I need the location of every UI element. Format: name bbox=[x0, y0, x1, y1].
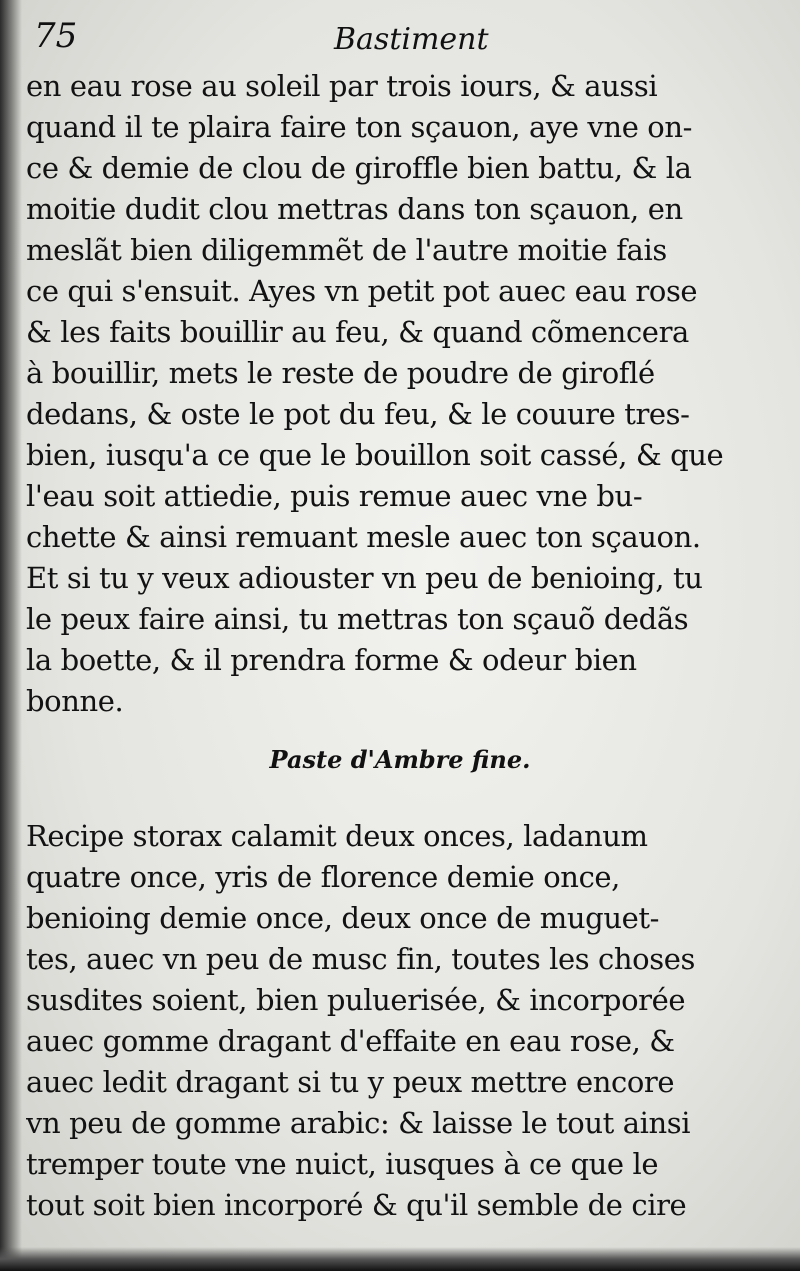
text-line: tout soit bien incorporé & qu'il semble de cire bbox=[26, 1188, 687, 1222]
text-line: quand il te plaira faire ton sçauon, aye vne on- bbox=[26, 110, 693, 144]
text-line: meslãt bien diligemmẽt de l'autre moitie fais bbox=[26, 233, 667, 267]
text-line: la boette, & il prendra forme & odeur bien bbox=[26, 643, 637, 677]
running-head: Bastiment bbox=[334, 22, 489, 57]
text-line: moitie dudit clou mettras dans ton sçauon, en bbox=[26, 192, 683, 226]
text-line: le peux faire ainsi, tu mettras ton sçauõ dedãs bbox=[26, 602, 689, 636]
text-line: auec gomme dragant d'effaite en eau rose, & bbox=[26, 1024, 675, 1058]
text-line: Et si tu y veux adiouster vn peu de benioing, tu bbox=[26, 561, 703, 595]
text-line: ce & demie de clou de giroffle bien battu, & la bbox=[26, 151, 692, 185]
paragraph-soap-recipe bbox=[26, 66, 778, 722]
page-header bbox=[34, 14, 774, 64]
text-line: chette & ainsi remuant mesle auec ton sçauon. bbox=[26, 520, 701, 554]
text-line: quatre once, yris de florence demie once, bbox=[26, 860, 621, 894]
section-title: Paste d'Ambre fine. bbox=[269, 745, 531, 774]
text-line: en eau rose au soleil par trois iours, & aussi bbox=[26, 69, 658, 103]
text-line: bonne. bbox=[26, 684, 124, 718]
text-line: susdites soient, bien puluerisée, & incorporée bbox=[26, 983, 686, 1017]
text-line: & les faits bouillir au feu, & quand cõmencera bbox=[26, 315, 689, 349]
page-edge-shadow bbox=[0, 0, 22, 1271]
text-line: à bouillir, mets le reste de poudre de giroflé bbox=[26, 356, 655, 390]
text-line: auec ledit dragant si tu y peux mettre encore bbox=[26, 1065, 675, 1099]
text-line: tremper toute vne nuict, iusques à ce que le bbox=[26, 1147, 659, 1181]
paragraph-amber-paste bbox=[26, 816, 778, 1226]
text-line: tes, auec vn peu de musc fin, toutes les choses bbox=[26, 942, 695, 976]
text-line: dedans, & oste le pot du feu, & le couure tres- bbox=[26, 397, 690, 431]
text-line: Recipe storax calamit deux onces, ladanum bbox=[26, 819, 648, 853]
text-line: l'eau soit attiedie, puis remue auec vne bu- bbox=[26, 479, 643, 513]
text-line: bien, iusqu'a ce que le bouillon soit cassé, & que bbox=[26, 438, 724, 472]
text-line: ce qui s'ensuit. Ayes vn petit pot auec eau rose bbox=[26, 274, 698, 308]
page-number: 75 bbox=[34, 16, 78, 56]
page-bottom-shadow bbox=[0, 1247, 800, 1271]
text-line: vn peu de gomme arabic: & laisse le tout ainsi bbox=[26, 1106, 691, 1140]
text-line: benioing demie once, deux once de muguet- bbox=[26, 901, 660, 935]
